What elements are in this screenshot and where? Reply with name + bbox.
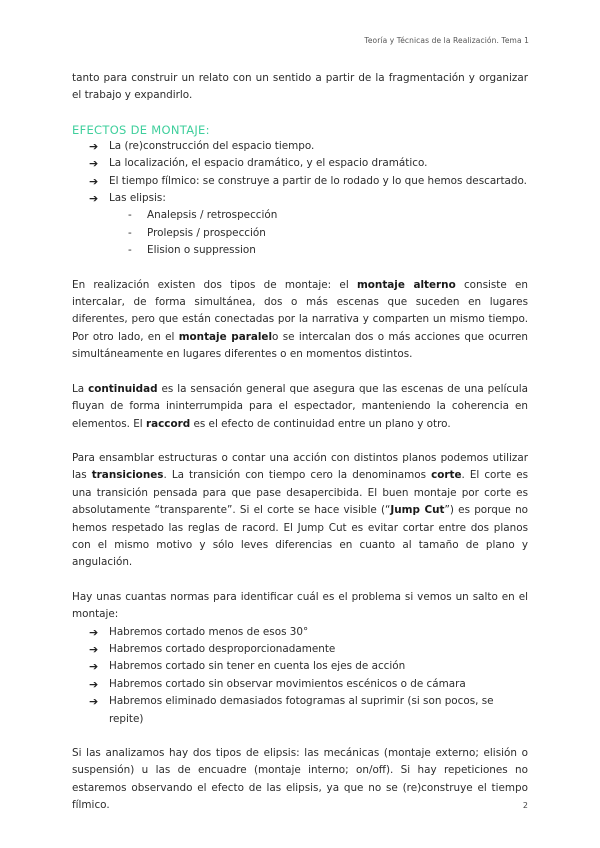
intro-paragraph: tanto para construir un relato con un sentido a partir de la fragmentación y organizar el trabajo y expandirlo.	[72, 72, 528, 102]
page-content	[72, 70, 528, 815]
list-item: ➔ Las elipsis:	[89, 190, 528, 207]
sublist-item: - Elision o suppression	[128, 242, 528, 259]
arrow-right-icon: ➔	[89, 139, 99, 153]
list-item: ➔ Habremos cortado sin tener en cuenta los ejes de acción	[89, 658, 528, 675]
arrow-right-icon: ➔	[89, 625, 99, 639]
effects-list	[72, 138, 528, 208]
continuidad-paragraph: La continuidad es la sensación general que asegura que las escenas de una película fluyan de forma ininterrumpida para el espectador, manteniendo la coherencia en elementos. El raccord es el efecto de continuidad entre un plano y otro.	[72, 382, 528, 430]
dash-marker: -	[128, 226, 132, 239]
list-item: ➔ Habremos cortado menos de esos 30°	[89, 624, 528, 641]
dash-marker: -	[128, 244, 132, 257]
list-item: ➔ Habremos cortado sin observar movimientos escénicos o de cámara	[89, 676, 528, 693]
arrow-right-icon: ➔	[89, 677, 99, 691]
section-title: EFECTOS DE MONTAJE:	[72, 122, 210, 137]
list-item: ➔ Habremos eliminado demasiados fotogramas al suprimir (si son pocos, se repite)	[89, 695, 494, 725]
list-item: ➔ La (re)construcción del espacio tiempo.	[89, 138, 528, 155]
arrow-right-icon: ➔	[89, 174, 99, 188]
sublist-item: - Prolepsis / prospección	[128, 225, 528, 242]
arrow-right-icon: ➔	[89, 660, 99, 674]
arrow-right-icon: ➔	[89, 157, 99, 171]
transiciones-paragraph: Para ensamblar estructuras o contar una acción con distintos planos podemos utilizar las transiciones. La transición con tiempo cero la denominamos corte. El corte es una transición pensada para que pase desapercibida. El buen montaje por corte es absolutamente “transparente”. Si el corte se hace visible (“Jump Cut”) es porque no hemos respetado las reglas de racord. El Jump Cut es evitar cortar entre dos planos con el mismo motivo y sólo leves diferencias en cuanto al tamaño de plano y angulación.	[72, 451, 529, 569]
list-item: ➔ La localización, el espacio dramático, y el espacio dramático.	[89, 155, 528, 172]
elipsis-sublist	[72, 207, 528, 259]
running-header: Teoría y Técnicas de la Realización. Tema 1	[364, 36, 529, 45]
final-paragraph: Si las analizamos hay dos tipos de elipsis: las mecánicas (montaje externo; elisión o suspensión) u las de encuadre (montaje interno; on/off). Si hay repeticiones no estaremos observando el efecto de las elipsis, ya que no se (re)construye el tiempo fílmico.	[72, 747, 528, 812]
arrow-right-icon: ➔	[89, 192, 99, 206]
arrow-right-icon: ➔	[89, 642, 99, 656]
arrow-right-icon: ➔	[89, 695, 99, 709]
normas-list	[72, 624, 528, 728]
dash-marker: -	[128, 209, 132, 222]
normas-paragraph: Hay unas cuantas normas para identificar cuál es el problema si vemos un salto en el montaje:	[72, 590, 528, 621]
sublist-item: - Analepsis / retrospección	[128, 207, 528, 224]
list-item: ➔ Habremos cortado desproporcionadamente	[89, 641, 528, 658]
page-number: 2	[522, 801, 528, 810]
list-item: ➔ El tiempo fílmico: se construye a partir de lo rodado y lo que hemos descartado.	[89, 173, 528, 190]
montaje-paragraph: En realización existen dos tipos de montaje: el montaje alterno consiste en intercalar, de forma simultánea, dos o más escenas que suceden en lugares diferentes, pero que están conectadas por la narrativa y comparten un mismo tiempo. Por otro lado, en el montaje paralelo se intercalan dos o más acciones que ocurren simultáneamente en lugares diferentes o en momentos distintos.	[72, 278, 529, 361]
